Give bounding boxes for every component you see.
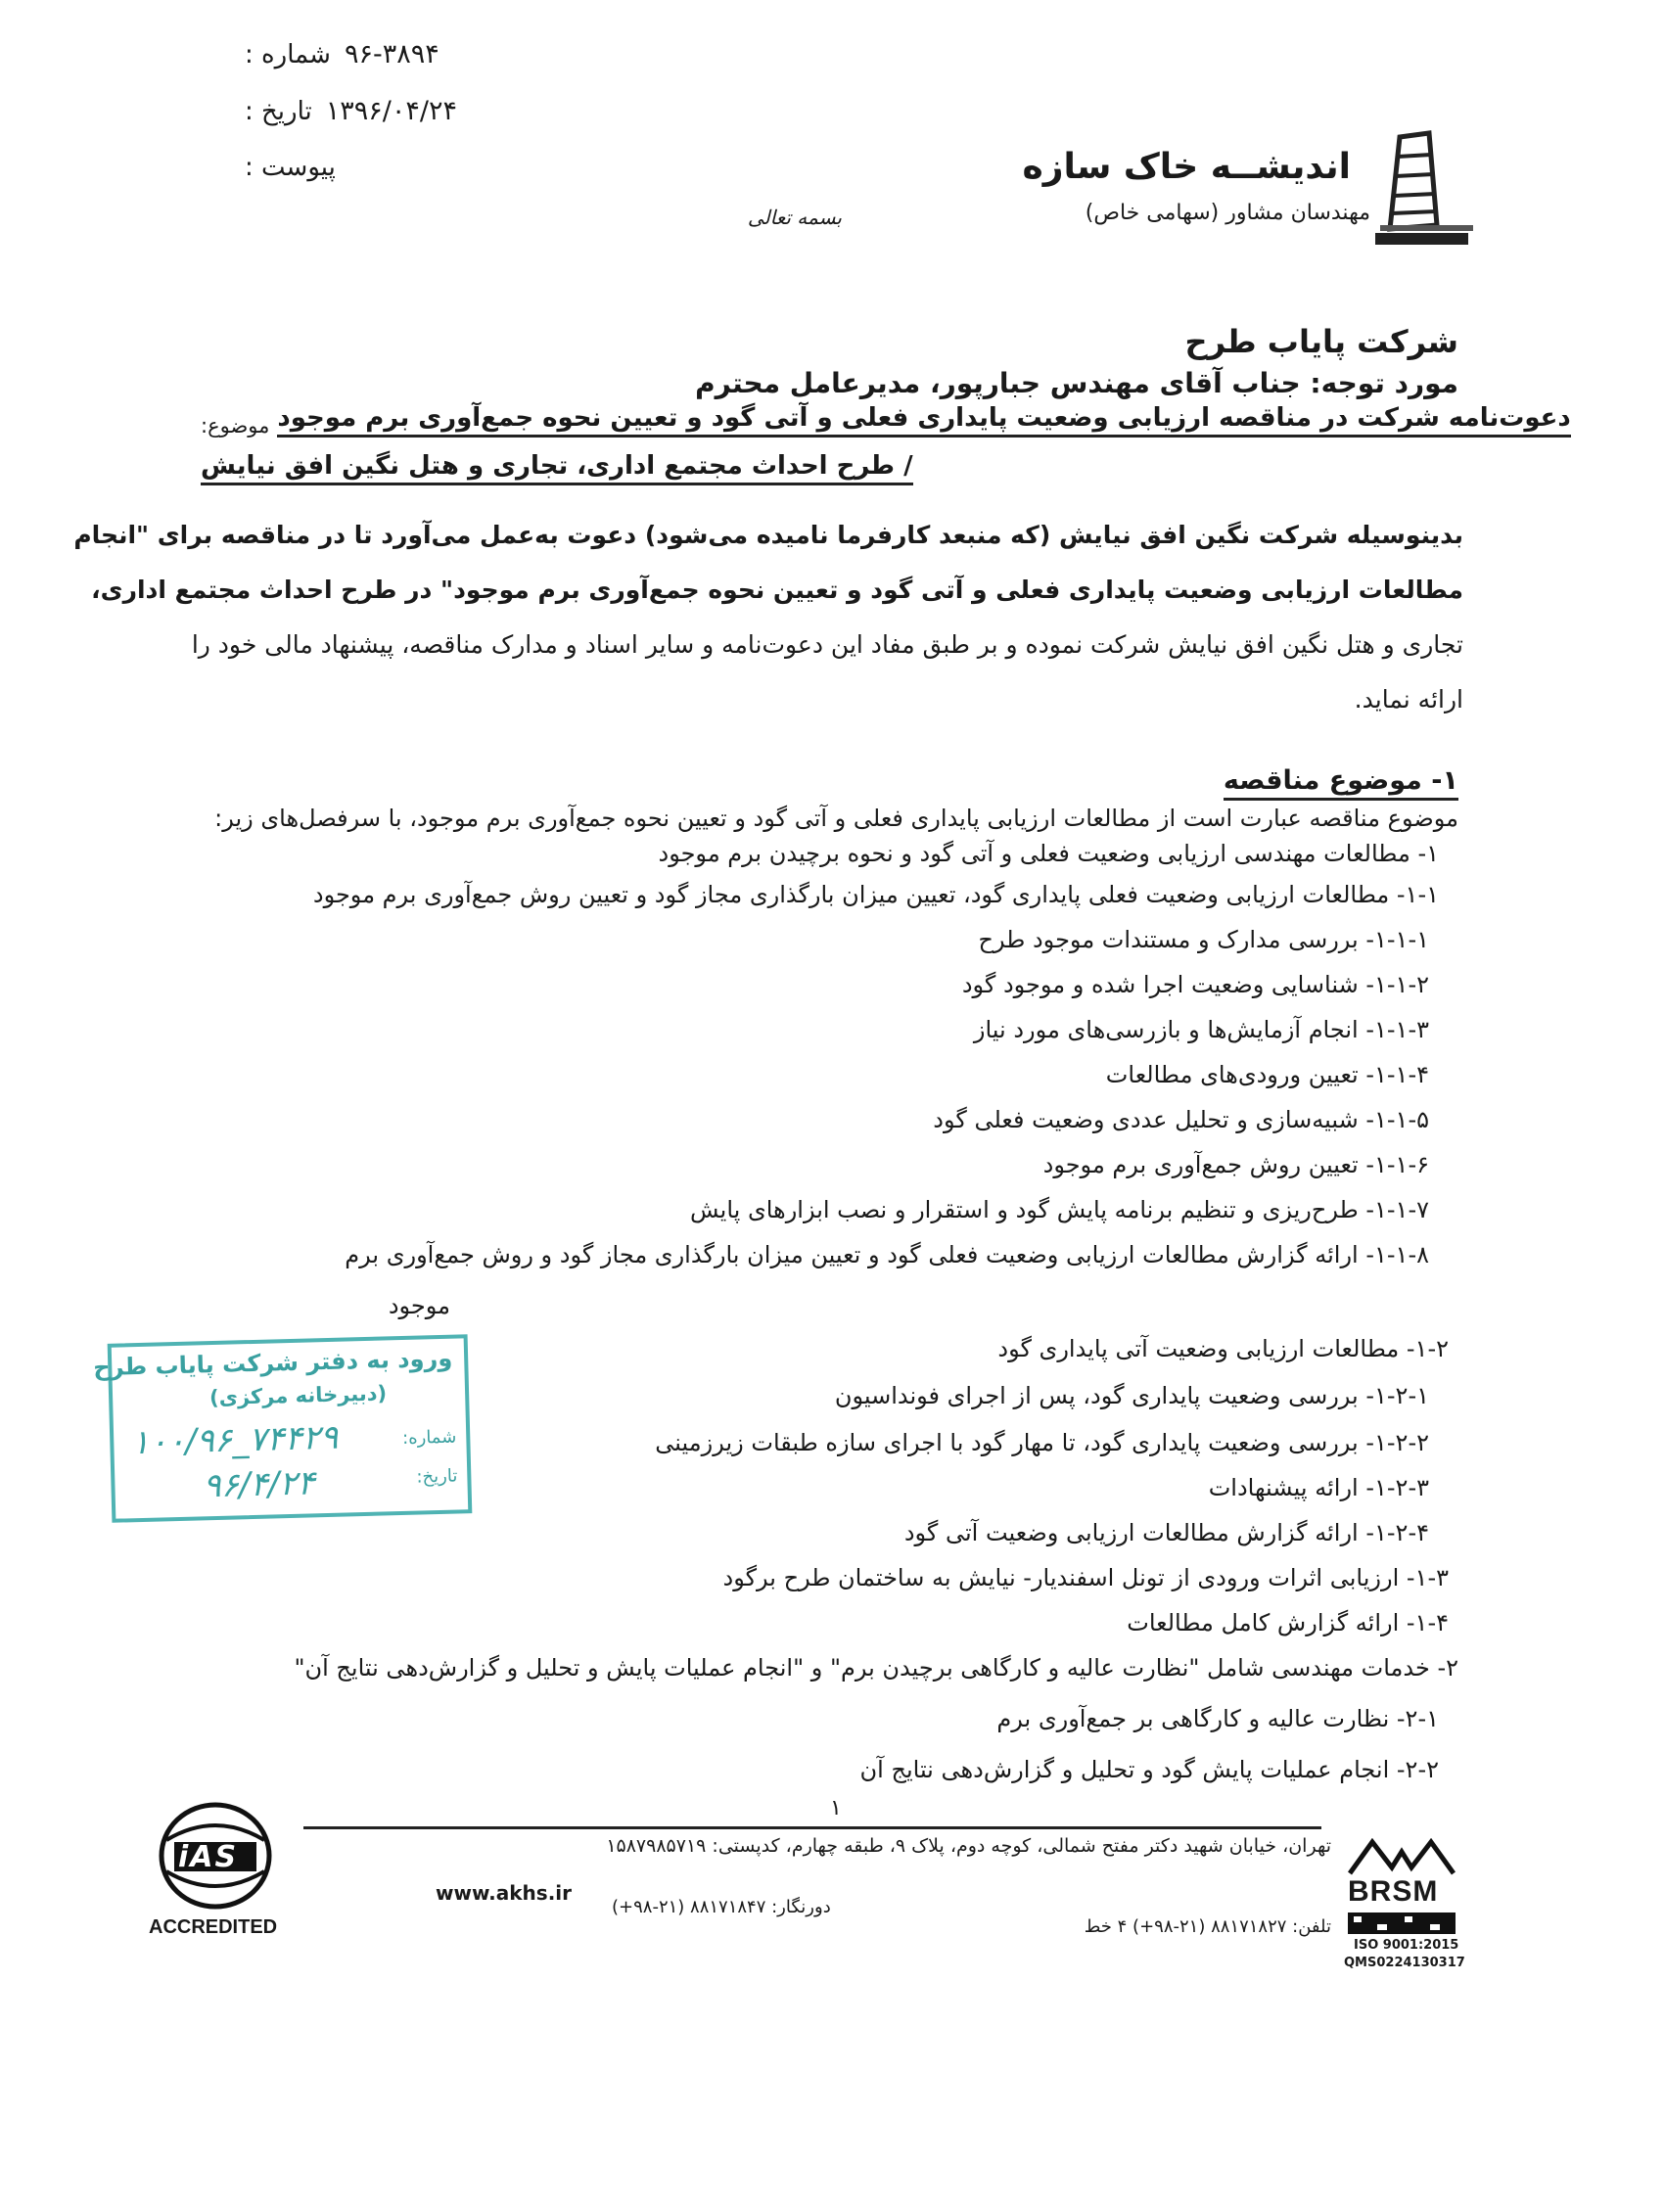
company-subtitle: مهندسان مشاور (سهامی خاص): [1085, 201, 1370, 225]
stamp-date-label: تاریخ:: [416, 1465, 458, 1488]
list-item: ۱-۲-۲- بررسی وضعیت پایداری گود، تا مهار گود با اجرای سازه طبقات زیرزمینی: [655, 1429, 1429, 1456]
list-item: ۲-۲- انجام عملیات پایش گود و تحلیل و گزارش‌دهی نتایج آن: [859, 1756, 1439, 1783]
list-item: ۱-۱-۷- طرح‌ریزی و تنظیم برنامه پایش گود و استقرار و نصب ابزارهای پایش: [690, 1196, 1429, 1223]
intro-paragraph: [73, 521, 1463, 740]
ias-label: ACCREDITED: [149, 1916, 278, 1938]
received-stamp: [92, 1334, 473, 1523]
company-header: [1022, 127, 1488, 264]
stamp-number-label: شماره:: [401, 1426, 457, 1449]
list-item: ۱-۲-۴- ارائه گزارش مطالعات ارزیابی وضعیت آتی گود: [903, 1519, 1429, 1546]
recipient-attention: مورد توجه: جناب آقای مهندس جبارپور، مدیرعامل محترم: [695, 367, 1458, 399]
brsm-roof-icon: [1348, 1838, 1456, 1875]
number-label: شماره :: [245, 40, 331, 69]
recipient-company: شرکت پایاب طرح: [1184, 323, 1458, 360]
iso-code: QMS0224130317: [1344, 1956, 1465, 1970]
section-1-list: [166, 805, 1458, 1807]
company-name: اندیشــه خاک سازه: [1022, 147, 1351, 187]
footer-address: تهران، خیابان شهید دکتر مفتح شمالی، کوچه دوم، پلاک ۹، طبقه چهارم، کدپستی: ۱۵۸۷۹۸۵۷۱۹: [606, 1835, 1331, 1857]
brsm-pattern-icon: [1348, 1912, 1456, 1934]
letter-number: ۹۶-۳۸۹۴: [344, 39, 439, 69]
list-item: ۱-۱-۱- بررسی مدارک و مستندات موجود طرح: [978, 926, 1429, 953]
list-item: ۱-۱- مطالعات ارزیابی وضعیت فعلی پایداری گود، تعیین میزان بارگذاری مجاز گود و تعیین روش جمع‌آوری برم موجود: [312, 881, 1439, 908]
section-1-title: ۱- موضوع مناقصه: [1224, 765, 1458, 801]
attachment-label: پیوست :: [245, 153, 336, 182]
list-item: ۱-۱-۲- شناسایی وضعیت اجرا شده و موجود گود: [961, 971, 1429, 998]
intro-line: بدینوسیله شرکت نگین افق نیایش (که منبعد کارفرما نامیده می‌شود) دعوت به‌عمل می‌آورد تا در مناقصه برای "انجام: [73, 521, 1463, 549]
intro-line: تجاری و هتل نگین افق نیایش شرکت نموده و بر طبق مفاد این دعوت‌نامه و سایر اسناد و مدارک مناقصه، پیشنهاد مالی خود را: [191, 630, 1463, 659]
intro-line: ارائه نماید.: [1354, 685, 1463, 714]
footer-website[interactable]: www.akhs.ir: [436, 1881, 573, 1905]
footer-divider: [303, 1826, 1321, 1829]
stamp-number: ۱۰۰/۹۶_۷۴۴۲۹: [130, 1417, 339, 1463]
ias-accredited-logo: [147, 1801, 284, 1948]
list-item: ۱- مطالعات مهندسی ارزیابی وضعیت فعلی و آتی گود و نحوه برچیدن برم موجود: [658, 840, 1439, 867]
list-item: ۲- خدمات مهندسی شامل "نظارت عالیه و کارگاهی برچیدن برم" و "انجام عملیات پایش و تحلیل و گزارش‌دهی نتایج آن": [294, 1654, 1458, 1682]
footer-phone: تلفن: ۸۸۱۷۱۸۲۷ (۲۱-۹۸+) ۴ خط: [1084, 1916, 1331, 1937]
brsm-label: BRSM: [1348, 1875, 1439, 1908]
list-item: ۱-۳- ارزیابی اثرات ورودی از تونل اسفندیار- نیایش به ساختمان طرح برگود: [722, 1564, 1449, 1591]
ias-logo-text: iAS: [178, 1840, 239, 1874]
page-number: ۱: [830, 1796, 842, 1820]
list-item: ۱-۱-۳- انجام آزمایش‌ها و بازرسی‌های مورد نیاز: [973, 1016, 1429, 1043]
list-item: ۱-۲-۳- ارائه پیشنهادات: [1208, 1474, 1429, 1501]
list-item: ۲-۱- نظارت عالیه و کارگاهی بر جمع‌آوری برم: [996, 1705, 1439, 1732]
list-item: موضوع مناقصه عبارت است از مطالعات ارزیابی پایداری فعلی و آتی گود و تعیین نحوه جمع‌آوری برم موجود، با سرفصل‌های زیر:: [214, 805, 1458, 832]
stamp-date: ۹۶/۴/۲۴: [202, 1463, 316, 1506]
date-label: تاریخ :: [245, 97, 312, 126]
intro-line: مطالعات ارزیابی وضعیت پایداری فعلی و آتی گود و تعیین نحوه جمع‌آوری برم موجود" در طرح احداث مجتمع اداری،: [91, 576, 1463, 604]
letter-date: ۱۳۹۶/۰۴/۲۴: [325, 96, 457, 126]
subject-label: موضوع:: [201, 414, 270, 438]
stamp-line-1: ورود به دفتر شرکت پایاب طرح: [92, 1344, 453, 1382]
footer-fax: دورنگار: ۸۸۱۷۱۸۴۷ (۲۱-۹۸+): [612, 1897, 831, 1917]
letter-meta: [245, 39, 499, 202]
subject-line-1: دعوت‌نامه شرکت در مناقصه ارزیابی وضعیت پایداری فعلی و آتی گود و تعیین نحوه جمع‌آوری برم موجود: [277, 403, 1570, 438]
list-item: ۱-۱-۴- تعیین ورودی‌های مطالعات: [1105, 1061, 1429, 1088]
invocation: بسمه تعالی: [747, 206, 842, 229]
list-item: ۱-۲-۱- بررسی وضعیت پایداری گود، پس از اجرای فونداسیون: [834, 1382, 1429, 1409]
iso-label: ISO 9001:2015: [1354, 1938, 1459, 1953]
subject-line-2: / طرح احداث مجتمع اداری، تجاری و هتل نگین افق نیایش: [201, 451, 913, 485]
subject-block: [201, 403, 1571, 485]
list-item: موجود: [388, 1292, 450, 1319]
list-item: ۱-۲- مطالعات ارزیابی وضعیت آتی پایداری گود: [997, 1335, 1449, 1362]
stamp-line-2: (دبیرخانه مرکزی): [208, 1381, 388, 1410]
list-item: ۱-۱-۵- شبیه‌سازی و تحلیل عددی وضعیت فعلی گود: [933, 1106, 1429, 1133]
brsm-iso-logo: [1336, 1838, 1473, 1985]
list-item: ۱-۱-۶- تعیین روش جمع‌آوری برم موجود: [1042, 1151, 1429, 1178]
list-item: ۱-۱-۸- ارائه گزارش مطالعات ارزیابی وضعیت فعلی گود و تعیین میزان بارگذاری مجاز گود و روش جمع‌آوری برم: [345, 1241, 1429, 1268]
company-logo-icon: [1361, 127, 1478, 250]
list-item: ۱-۴- ارائه گزارش کامل مطالعات: [1127, 1609, 1449, 1636]
